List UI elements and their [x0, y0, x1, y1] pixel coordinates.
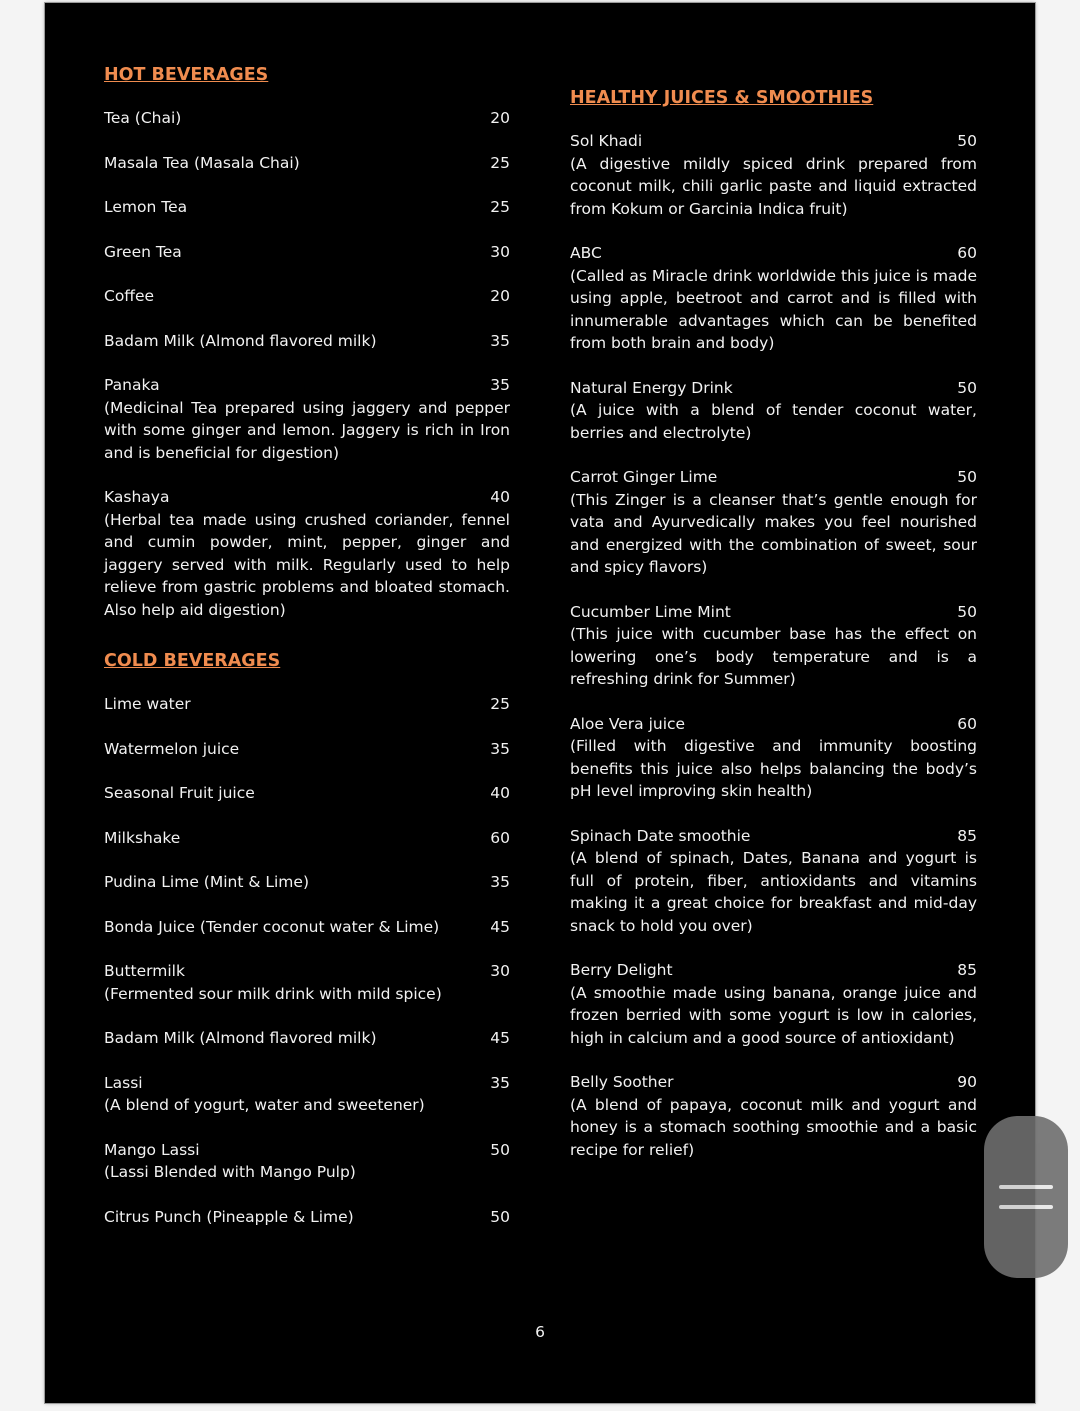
menu-item-name: Tea (Chai): [104, 109, 182, 127]
menu-item: [104, 916, 510, 939]
menu-item-row: [104, 782, 510, 805]
menu-item-price: 45: [490, 1029, 510, 1047]
menu-item-price: 90: [957, 1073, 977, 1091]
menu-item-description: (Medicinal Tea prepared using jaggery and pepper with some ginger and lemon. Jaggery is rich in Iron and is beneficial for digestion): [104, 398, 510, 462]
menu-item: [570, 130, 977, 220]
menu-item-price: 30: [490, 242, 510, 261]
menu-item-row: [104, 285, 510, 308]
left-column: [104, 63, 510, 1250]
menu-item-price: 35: [490, 376, 510, 394]
menu-item-name: Natural Energy Drink: [570, 378, 733, 397]
grip-line-icon: [999, 1185, 1053, 1189]
menu-item-name: Mango Lassi: [104, 1140, 200, 1159]
menu-item-row: [570, 959, 977, 982]
menu-item: [104, 374, 510, 464]
menu-item-row: [570, 242, 977, 265]
menu-item-name: Seasonal Fruit juice: [104, 784, 255, 802]
menu-item-row: [104, 196, 510, 219]
menu-item-price: 40: [490, 784, 510, 802]
menu-item-name: Sol Khadi: [570, 132, 643, 150]
page-number: 6: [535, 1323, 545, 1341]
menu-item-price: 50: [957, 468, 977, 486]
menu-item-description: (Lassi Blended with Mango Pulp): [104, 1163, 356, 1181]
menu-item-name: Pudina Lime (Mint & Lime): [104, 873, 309, 891]
menu-item-row: [104, 107, 510, 130]
menu-item-row: [570, 1071, 977, 1094]
menu-item: [104, 285, 510, 308]
menu-item: [104, 330, 510, 353]
menu-item-price: 85: [957, 961, 977, 979]
menu-item-row: [104, 916, 510, 939]
menu-item: [570, 959, 977, 1049]
menu-item-price: 50: [490, 1140, 510, 1159]
menu-item: [104, 1027, 510, 1050]
menu-item: [570, 377, 977, 445]
menu-item-name: Panaka: [104, 376, 160, 394]
menu-item: [104, 871, 510, 894]
menu-item-row: [570, 466, 977, 489]
scroll-handle[interactable]: [984, 1116, 1068, 1278]
menu-item: [570, 713, 977, 803]
menu-item-name: Citrus Punch (Pineapple & Lime): [104, 1207, 354, 1226]
menu-item-row: [104, 693, 510, 716]
menu-item-description: (This juice with cucumber base has the effect on lowering one’s body temperature and is a refreshing drink for Summer): [570, 625, 977, 688]
menu-item-row: [104, 1072, 510, 1095]
hot-beverages-heading: HOT BEVERAGES: [104, 65, 269, 85]
menu-item-row: [104, 1206, 510, 1229]
menu-item-name: Watermelon juice: [104, 739, 240, 758]
menu-item-name: Spinach Date smoothie: [570, 826, 751, 845]
menu-item-price: 60: [957, 714, 977, 733]
grip-line-icon: [999, 1205, 1053, 1209]
menu-item-description: (A juice with a blend of tender coconut water, berries and electrolyte): [570, 401, 977, 442]
menu-item-price: 35: [490, 1073, 510, 1092]
menu-item-row: [570, 713, 977, 736]
healthy-juices-heading: HEALTHY JUICES & SMOOTHIES: [570, 88, 874, 108]
menu-item: [104, 152, 510, 175]
menu-item-price: 35: [490, 873, 510, 891]
menu-item-price: 20: [490, 109, 510, 127]
menu-item-name: ABC: [570, 244, 602, 262]
menu-item-description: (Filled with digestive and immunity boosting benefits this juice also helps balancing the body’s pH level improving skin health): [570, 737, 977, 800]
menu-item-name: Belly Soother: [570, 1073, 674, 1091]
menu-item-row: [104, 374, 510, 397]
menu-item: [104, 241, 510, 264]
cold-beverages-heading: COLD BEVERAGES: [104, 651, 281, 671]
cold-beverages-list: [104, 693, 510, 1228]
menu-item: [570, 466, 977, 579]
menu-item-name: Badam Milk (Almond flavored milk): [104, 1029, 377, 1047]
menu-item-price: 25: [490, 695, 510, 713]
menu-item: [104, 196, 510, 219]
menu-item-price: 50: [490, 1207, 510, 1226]
menu-item: [104, 1139, 510, 1184]
menu-item-name: Berry Delight: [570, 961, 673, 979]
menu-item: [570, 601, 977, 691]
menu-item-description: (A blend of papaya, coconut milk and yogurt and honey is a stomach soothing smoothie and a basic recipe for relief): [570, 1095, 977, 1159]
menu-item-row: [104, 1139, 510, 1162]
menu-item: [104, 827, 510, 850]
menu-item-row: [570, 130, 977, 153]
menu-item-name: Buttermilk: [104, 962, 185, 980]
menu-item: [104, 1072, 510, 1117]
menu-item-row: [104, 486, 510, 509]
menu-item-price: 35: [490, 739, 510, 758]
menu-item-name: Badam Milk (Almond flavored milk): [104, 331, 377, 350]
menu-item-price: 50: [957, 378, 977, 397]
menu-item-price: 25: [490, 198, 510, 216]
menu-item-name: Cucumber Lime Mint: [570, 602, 731, 621]
menu-item-description: (A blend of yogurt, water and sweetener): [104, 1096, 425, 1114]
menu-item-price: 60: [490, 828, 510, 847]
menu-item-price: 50: [957, 132, 977, 150]
menu-item-name: Lemon Tea: [104, 198, 188, 216]
right-column: [570, 86, 977, 1183]
menu-item-description: (This Zinger is a cleanser that’s gentle enough for vata and Ayurvedically makes you feel nourished and energized with the combination of sweet, sour and spicy flavors): [570, 490, 977, 576]
menu-item-price: 60: [957, 244, 977, 262]
menu-item: [104, 738, 510, 761]
menu-item-price: 50: [957, 602, 977, 621]
menu-item-description: (A digestive mildly spiced drink prepared from coconut milk, chili garlic paste and liquid extracted from Kokum or Garcinia Indica fruit): [570, 154, 977, 218]
menu-item-name: Lime water: [104, 695, 191, 713]
menu-item-name: Milkshake: [104, 828, 181, 847]
menu-item-description: (Fermented sour milk drink with mild spice): [104, 984, 442, 1003]
menu-item-row: [104, 738, 510, 761]
menu-item-row: [104, 827, 510, 850]
menu-item-row: [570, 377, 977, 400]
menu-item: [104, 107, 510, 130]
menu-item-price: 35: [490, 331, 510, 350]
menu-item-row: [104, 152, 510, 175]
menu-item-name: Aloe Vera juice: [570, 714, 686, 733]
menu-item-price: 45: [490, 917, 510, 936]
menu-item: [104, 693, 510, 716]
menu-item: [570, 825, 977, 938]
menu-item-row: [570, 601, 977, 624]
menu-item-name: Carrot Ginger Lime: [570, 468, 718, 486]
menu-item: [570, 242, 977, 355]
menu-item: [104, 782, 510, 805]
menu-item-row: [104, 241, 510, 264]
menu-item-name: Kashaya: [104, 488, 170, 506]
menu-item-row: [104, 960, 510, 983]
menu-item-name: Lassi: [104, 1073, 143, 1092]
menu-item-description: (A smoothie made using banana, orange juice and frozen berried with some yogurt is low in calories, high in calcium and a good source of antioxidant): [570, 983, 977, 1047]
menu-item-price: 85: [957, 826, 977, 845]
menu-item-row: [104, 871, 510, 894]
menu-item-price: 20: [490, 287, 510, 305]
menu-item: [104, 960, 510, 1005]
menu-item-price: 40: [490, 488, 510, 506]
menu-item-row: [104, 1027, 510, 1050]
menu-item-price: 30: [490, 962, 510, 980]
menu-page: [45, 3, 1035, 1403]
menu-item-row: [104, 330, 510, 353]
menu-item-description: (Herbal tea made using crushed coriander, fennel and cumin powder, mint, pepper, ginger and jaggery served with milk. Regularly used to help relieve from gastric problems and bloated stomach. Also help aid digestion): [104, 510, 510, 619]
menu-item: [570, 1071, 977, 1161]
menu-item-name: Green Tea: [104, 242, 182, 261]
menu-item-price: 25: [490, 153, 510, 172]
menu-item-name: Coffee: [104, 287, 155, 305]
menu-item: [104, 486, 510, 621]
menu-item-name: Masala Tea (Masala Chai): [104, 153, 300, 172]
healthy-juices-list: [570, 130, 977, 1161]
hot-beverages-list: [104, 107, 510, 621]
menu-item: [104, 1206, 510, 1229]
menu-item-name: Bonda Juice (Tender coconut water & Lime): [104, 917, 440, 936]
menu-item-description: (Called as Miracle drink worldwide this juice is made using apple, beetroot and carrot and is filled with innumerable advantages which can be benefited from both brain and body): [570, 266, 977, 352]
menu-item-row: [570, 825, 977, 848]
menu-item-description: (A blend of spinach, Dates, Banana and yogurt is full of protein, fiber, antioxidants and vitamins making it a great choice for breakfast and mid-day snack to hold you over): [570, 849, 977, 935]
